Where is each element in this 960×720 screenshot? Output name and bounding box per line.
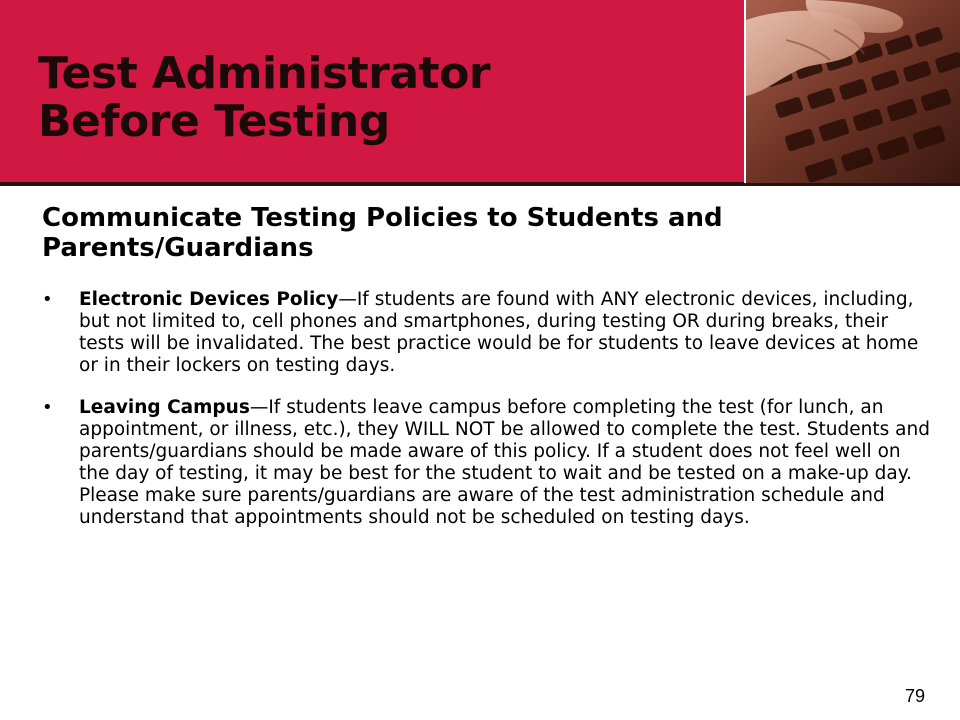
policy-description: —If students are found with ANY electronic devices, including, but not limited to, cell phones and smartphones, during testing OR during breaks, their tests will be invalidated. The best practice would be for students to leave devices at home or in their lockers on testing days. [79,289,919,376]
slide-title-line-2: Before Testing [38,96,390,147]
policy-term: Leaving Campus [79,397,250,418]
bullet-icon: • [42,397,53,418]
page-number: 79 [904,686,925,706]
list-item [42,397,932,529]
hands-on-keyboard-image [744,0,960,183]
slide-title-line-1: Test Administrator [38,48,491,99]
bullet-icon: • [42,289,53,310]
slide-title [38,50,728,146]
policy-description: —If students leave campus before completing the test (for lunch, an appointment, or illness, etc.), they WILL NOT be allowed to complete the test. Students and parents/guardians should be made aware of this policy. If a student does not feel well on the day of testing, it may be best for the student to wait and be tested on a make-up day. Please make sure parents/guardians are aware of the test administration schedule and understand that appointments should not be scheduled on testing days. [79,397,930,528]
policy-term: Electronic Devices Policy [79,289,339,310]
list-item [42,289,932,377]
policy-list [42,289,932,549]
section-heading: Communicate Testing Policies to Students and Parents/Guardians [42,203,723,263]
